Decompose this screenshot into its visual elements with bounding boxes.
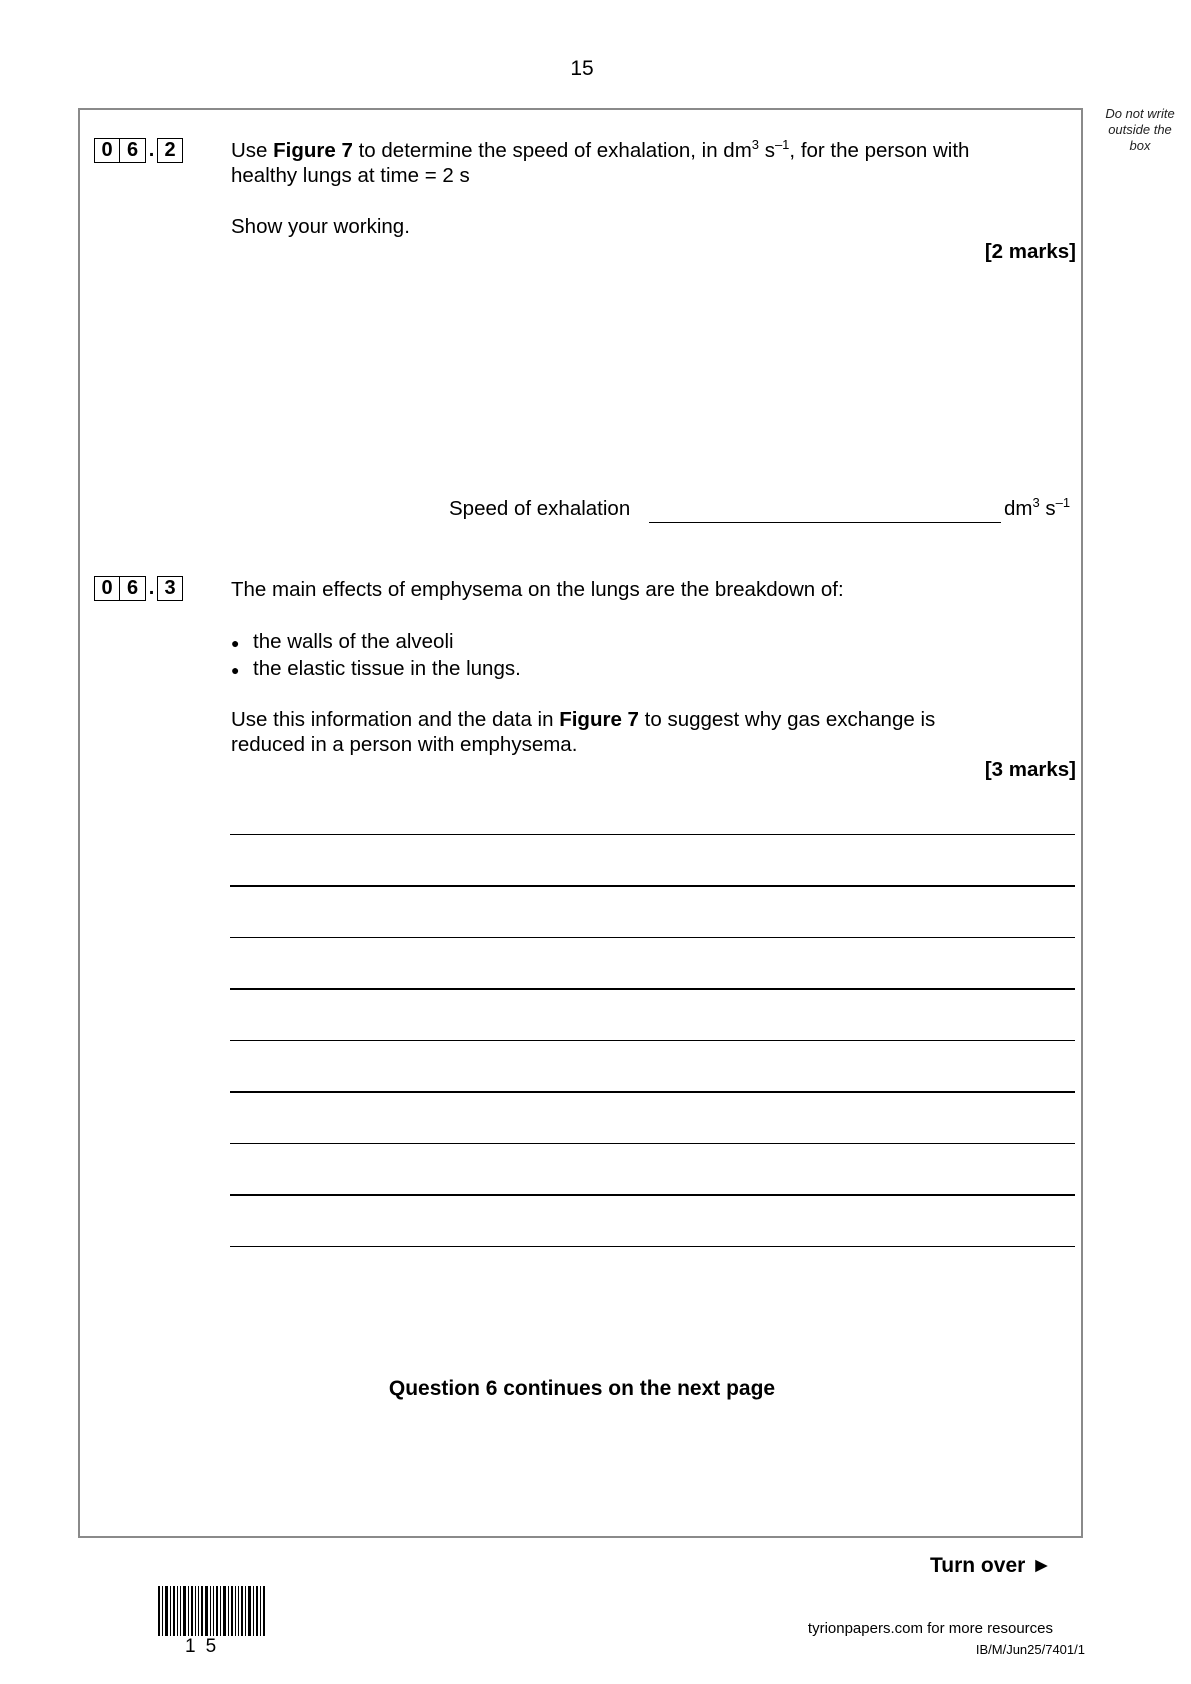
answer-line[interactable] — [230, 1246, 1075, 1247]
bullet-text: the elastic tissue in the lungs. — [253, 657, 521, 680]
footer-link[interactable]: tyrionpapers.com for more resources — [807, 1620, 1053, 1637]
answer-line[interactable] — [230, 1091, 1075, 1093]
q063-ask-post: to suggest why gas exchange is — [638, 708, 936, 731]
paper-code: IB/M/Jun25/7401/1 — [975, 1642, 1085, 1657]
q062-instruction: Show your working. — [231, 215, 410, 238]
turn-over: Turn over ► — [930, 1554, 1052, 1577]
question-digit: 0 — [94, 138, 120, 163]
bullet-icon: ● — [231, 635, 240, 651]
q062-text-post: , for the person with — [789, 139, 970, 162]
q062-text-mid: to determine the speed of exhalation, in dm — [352, 139, 752, 162]
barcode-number: 15 — [185, 1636, 227, 1657]
q062-sup-3: 3 — [751, 137, 759, 153]
question-digit: 0 — [94, 576, 120, 601]
list-item — [231, 656, 931, 683]
q062-sup-minus1: –1 — [774, 137, 790, 153]
answer-box — [78, 108, 1083, 1538]
bullet-text: the walls of the alveoli — [253, 630, 454, 653]
q063-marks: [3 marks] — [984, 758, 1076, 781]
q062-figure-ref: Figure 7 — [273, 139, 353, 162]
unit-sup-3: 3 — [1032, 495, 1040, 511]
question-digit: 2 — [157, 138, 183, 163]
q062-line2: healthy lungs at time = 2 s — [231, 164, 470, 187]
unit-s: s — [1039, 497, 1056, 520]
question-digit: 6 — [120, 138, 146, 163]
q062-text-pre: Use — [231, 139, 274, 162]
question-dot: . — [148, 577, 155, 599]
margin-note: Do not write outside the box — [1105, 106, 1175, 153]
answer-line[interactable] — [230, 1194, 1075, 1196]
q062-text-s: s — [759, 139, 775, 162]
question-number-06-2 — [94, 138, 183, 163]
answer-line[interactable] — [230, 834, 1075, 835]
unit-dm: dm — [1004, 497, 1033, 520]
answer-unit — [1004, 496, 1070, 521]
barcode — [158, 1586, 266, 1636]
q063-ask-line2: reduced in a person with emphysema. — [231, 733, 578, 756]
q063-bullet-list — [231, 629, 931, 683]
question-digit: 6 — [120, 576, 146, 601]
bullet-icon: ● — [231, 662, 240, 678]
continues-note: Question 6 continues on the next page — [388, 1377, 776, 1400]
answer-line[interactable] — [230, 937, 1075, 938]
answer-line[interactable] — [230, 988, 1075, 990]
answer-line[interactable] — [230, 885, 1075, 887]
q063-ask — [231, 707, 1076, 757]
answer-line[interactable] — [230, 1040, 1075, 1041]
question-dot: . — [148, 139, 155, 161]
list-item — [231, 629, 931, 656]
question-digit: 3 — [157, 576, 183, 601]
q063-figure-ref: Figure 7 — [559, 708, 639, 731]
q063-ask-pre: Use this information and the data in — [231, 708, 560, 731]
answer-label: Speed of exhalation — [449, 497, 631, 520]
answer-line[interactable] — [230, 1143, 1075, 1144]
question-06-2-text — [231, 138, 1076, 188]
q063-intro: The main effects of emphysema on the lungs are the breakdown of: — [231, 578, 844, 601]
question-number-06-3 — [94, 576, 183, 601]
page-number: 15 — [570, 57, 594, 80]
unit-sup-minus1: –1 — [1055, 495, 1071, 511]
q062-marks: [2 marks] — [984, 240, 1076, 263]
speed-answer-line[interactable] — [649, 522, 1001, 523]
